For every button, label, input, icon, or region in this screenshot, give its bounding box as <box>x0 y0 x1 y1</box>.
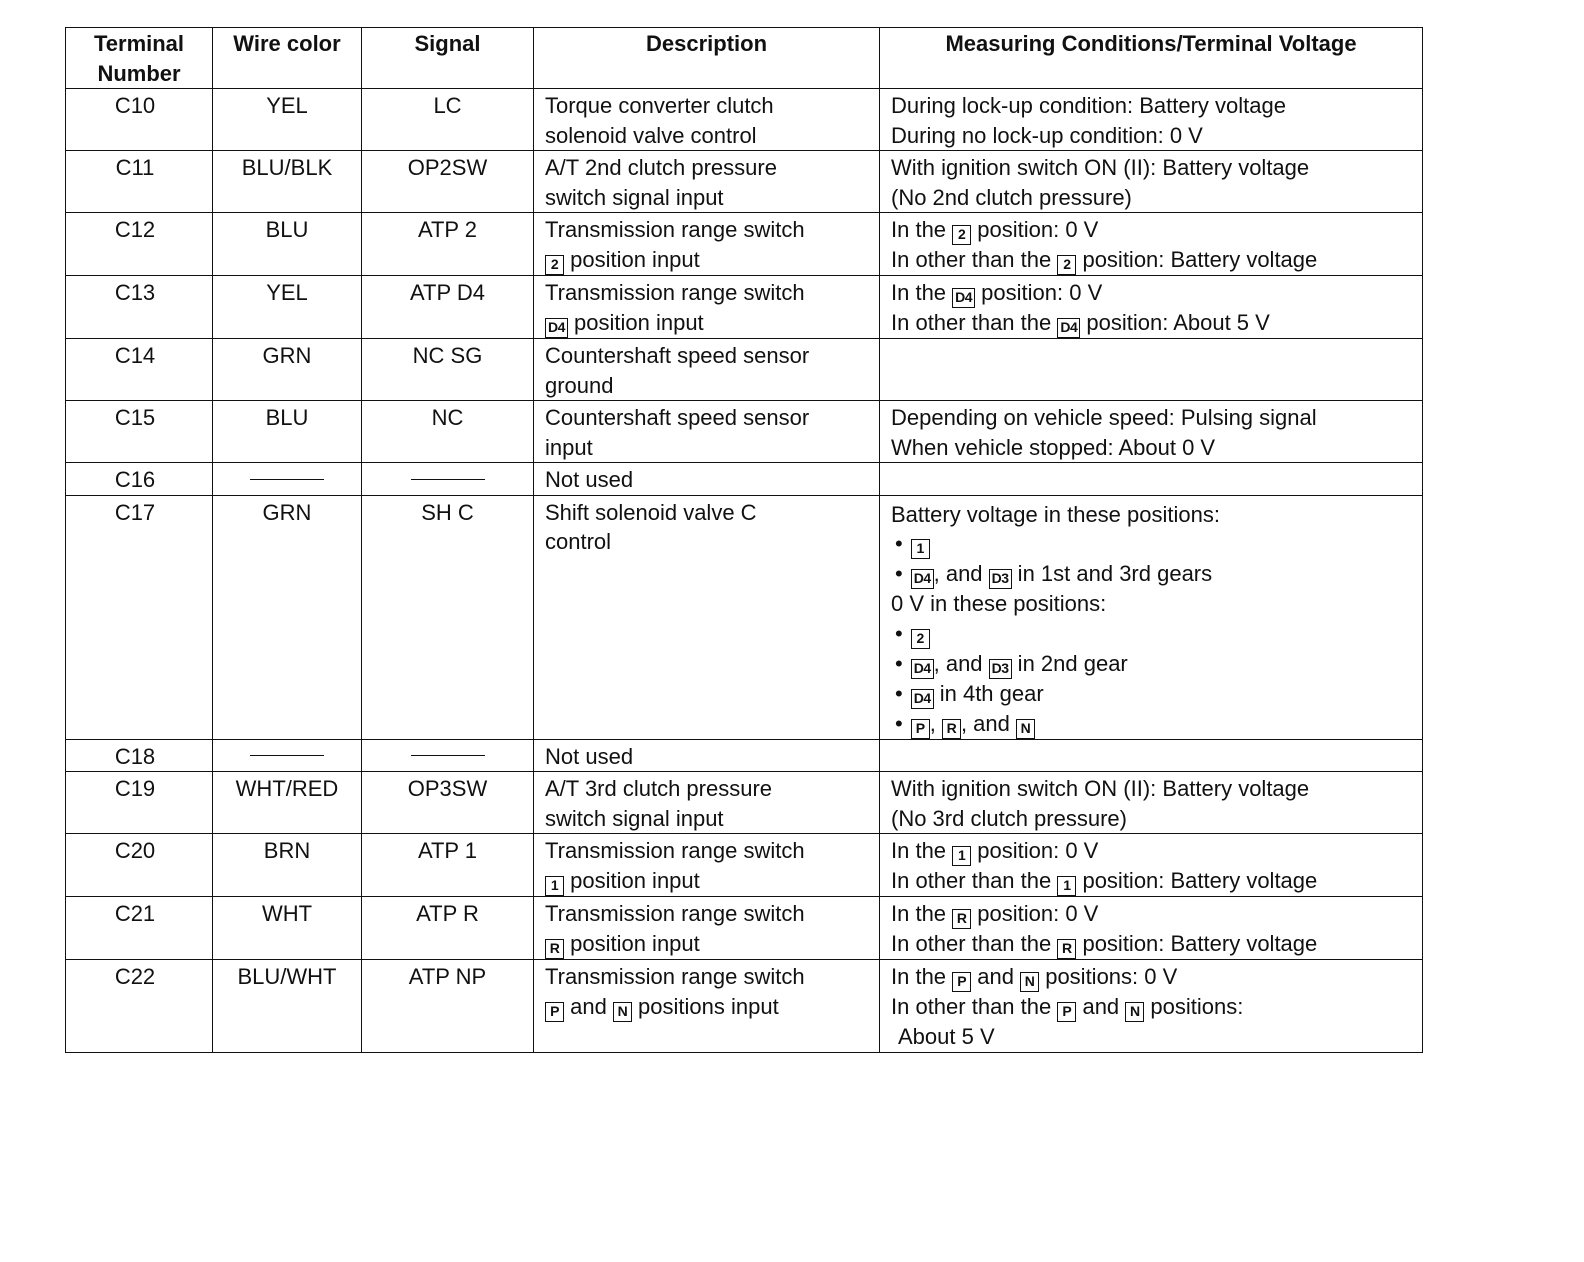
bullet-icon: • <box>895 710 903 736</box>
text-line <box>891 649 1418 679</box>
text-run: Not used <box>545 743 634 769</box>
text-line <box>891 278 1418 308</box>
terminal-number-cell: C12 <box>66 213 213 276</box>
wire-color-cell: GRN <box>213 339 362 401</box>
not-used-dash <box>411 755 485 756</box>
text-run: and <box>564 993 613 1019</box>
wire-color-cell <box>213 463 362 496</box>
text-line <box>891 215 1418 245</box>
signal-cell: ATP 1 <box>362 834 534 897</box>
signal-cell: ATP 2 <box>362 213 534 276</box>
terminal-number-cell: C16 <box>66 463 213 496</box>
text-run: position input <box>564 246 700 272</box>
description-cell <box>534 495 880 739</box>
gear-position-icon: 2 <box>1057 255 1076 275</box>
text-run: Battery voltage in these positions: <box>891 501 1220 527</box>
text-line <box>545 804 875 834</box>
text-line <box>891 433 1418 463</box>
not-used-dash <box>250 479 324 480</box>
text-run: A/T 3rd clutch pressure <box>545 776 773 801</box>
gear-position-icon: N <box>1020 972 1039 992</box>
text-run: position input <box>567 309 704 335</box>
text-run: position: Battery voltage <box>1076 247 1318 272</box>
text-run: positions input <box>631 993 779 1019</box>
text-run: input <box>545 434 593 460</box>
signal-cell: OP2SW <box>362 151 534 213</box>
table-row <box>66 739 1423 772</box>
text-line <box>891 308 1418 338</box>
text-run: Transmission range switch <box>545 280 805 305</box>
text-run: In the <box>891 901 953 926</box>
text-run: With ignition switch ON (II): Battery voltage <box>891 155 1310 180</box>
table-row <box>66 495 1423 739</box>
text-line <box>891 121 1418 151</box>
wire-color-cell: BLU/WHT <box>213 960 362 1053</box>
description-cell <box>534 213 880 276</box>
text-line <box>891 153 1418 183</box>
gear-position-icon: 2 <box>952 225 971 245</box>
text-run: and <box>1076 994 1126 1019</box>
wire-color-cell: GRN <box>213 495 362 739</box>
text-run: position input <box>564 930 700 956</box>
signal-cell <box>362 739 534 772</box>
text-line <box>545 183 875 213</box>
text-run: position: Battery voltage <box>1076 931 1318 956</box>
text-line <box>545 308 875 338</box>
text-line <box>545 866 875 896</box>
text-run: ground <box>545 372 614 398</box>
text-run: position: 0 V <box>971 901 1099 926</box>
bullet-icon: • <box>895 561 903 586</box>
text-run: position: About 5 V <box>1080 310 1270 335</box>
description-cell <box>534 276 880 339</box>
text-run: About 5 V <box>898 1024 995 1049</box>
text-run: Transmission range switch <box>545 964 805 989</box>
text-run: Not used <box>545 467 634 492</box>
not-used-dash <box>411 479 485 480</box>
terminal-number-cell: C19 <box>66 772 213 834</box>
description-cell <box>534 89 880 151</box>
description-cell <box>534 151 880 213</box>
description-cell <box>534 834 880 897</box>
table-row <box>66 151 1423 213</box>
gear-position-icon: 1 <box>952 846 971 866</box>
text-line <box>545 371 875 401</box>
measuring-conditions-cell <box>880 463 1423 496</box>
measuring-conditions-cell <box>880 495 1423 739</box>
gear-position-icon: D4 <box>545 318 568 338</box>
signal-cell: NC <box>362 401 534 463</box>
description-cell <box>534 897 880 960</box>
terminal-number-cell: C11 <box>66 151 213 213</box>
bullet-icon: • <box>895 650 903 676</box>
text-run: In the <box>891 838 953 863</box>
table-row <box>66 960 1423 1053</box>
header-wire-color: Wire color <box>213 28 362 89</box>
text-run: In other than the <box>891 310 1058 335</box>
text-run: During lock-up condition: Battery voltage <box>891 93 1286 118</box>
text-run: Transmission range switch <box>545 901 805 926</box>
signal-cell: LC <box>362 89 534 151</box>
text-line <box>891 836 1418 866</box>
text-run: In the <box>891 217 953 242</box>
text-line <box>891 559 1418 589</box>
measuring-conditions-cell <box>880 401 1423 463</box>
table-row <box>66 89 1423 151</box>
text-line <box>545 774 875 804</box>
gear-position-icon: D3 <box>989 659 1012 679</box>
text-line <box>545 742 875 772</box>
table-row <box>66 401 1423 463</box>
text-line <box>545 278 875 308</box>
gear-position-icon: N <box>1016 719 1035 739</box>
text-run: A/T 2nd clutch pressure <box>545 155 777 180</box>
header-measuring-conditions: Measuring Conditions/Terminal Voltage <box>880 28 1423 89</box>
text-line <box>545 403 875 433</box>
signal-cell: ATP R <box>362 897 534 960</box>
wire-color-cell: BLU/BLK <box>213 151 362 213</box>
wire-color-cell: BLU <box>213 213 362 276</box>
measuring-conditions-cell <box>880 772 1423 834</box>
text-line <box>891 804 1418 834</box>
terminal-number-cell: C18 <box>66 739 213 772</box>
text-run: position: 0 V <box>971 217 1099 242</box>
text-run: in 4th gear <box>933 680 1044 706</box>
gear-position-icon: R <box>1057 939 1076 959</box>
table-row <box>66 276 1423 339</box>
text-line <box>545 121 875 151</box>
table-row <box>66 213 1423 276</box>
description-cell <box>534 739 880 772</box>
text-run: 0 V in these positions: <box>891 591 1107 616</box>
measuring-conditions-cell <box>880 739 1423 772</box>
measuring-conditions-cell <box>880 89 1423 151</box>
gear-position-icon: D4 <box>1057 318 1080 338</box>
measuring-conditions-cell <box>880 834 1423 897</box>
signal-cell: ATP NP <box>362 960 534 1053</box>
gear-position-icon: P <box>1057 1002 1076 1022</box>
gear-position-icon: 1 <box>1057 876 1076 896</box>
gear-position-icon: D4 <box>952 288 975 308</box>
text-run: position input <box>564 867 700 893</box>
text-line <box>545 962 875 992</box>
bullet-icon: • <box>895 531 903 556</box>
text-line <box>545 433 875 463</box>
gear-position-icon: R <box>545 939 564 959</box>
gear-position-icon: R <box>952 909 971 929</box>
measuring-conditions-cell <box>880 960 1423 1053</box>
terminal-number-cell: C10 <box>66 89 213 151</box>
gear-position-icon: P <box>545 1002 564 1022</box>
text-run: switch signal input <box>545 184 724 210</box>
text-line <box>891 992 1418 1022</box>
text-line <box>891 866 1418 896</box>
gear-position-icon: 2 <box>545 255 564 275</box>
gear-position-icon: D4 <box>911 569 934 589</box>
text-run: In other than the <box>891 994 1058 1019</box>
terminal-number-cell: C17 <box>66 495 213 739</box>
text-line <box>891 245 1418 275</box>
text-run: positions: <box>1144 994 1244 1019</box>
gear-position-icon: D3 <box>989 569 1012 589</box>
gear-position-icon: 2 <box>911 629 930 649</box>
table-body <box>66 89 1423 1053</box>
text-run: control <box>545 529 612 554</box>
text-run: in 1st and 3rd gears <box>1011 561 1213 586</box>
text-line <box>545 929 875 959</box>
terminal-number-cell: C13 <box>66 276 213 339</box>
gear-position-icon: D4 <box>911 659 934 679</box>
signal-cell: NC SG <box>362 339 534 401</box>
table-row <box>66 834 1423 897</box>
text-line <box>891 91 1418 121</box>
text-run: positions: 0 V <box>1039 964 1178 989</box>
text-line <box>891 529 1418 559</box>
text-line <box>545 992 875 1022</box>
text-run: position: 0 V <box>971 838 1099 863</box>
text-run: Depending on vehicle speed: Pulsing signal <box>891 405 1317 430</box>
gear-position-icon: D4 <box>911 689 934 709</box>
measuring-conditions-cell <box>880 151 1423 213</box>
signal-cell: OP3SW <box>362 772 534 834</box>
wire-color-cell: WHT <box>213 897 362 960</box>
gear-position-icon: 1 <box>545 876 564 896</box>
text-run: Transmission range switch <box>545 838 805 863</box>
gear-position-icon: P <box>911 719 930 739</box>
text-run: position: Battery voltage <box>1076 868 1318 893</box>
gear-position-icon: N <box>613 1002 632 1022</box>
measuring-conditions-cell <box>880 276 1423 339</box>
text-run: During no lock-up condition: 0 V <box>891 122 1203 148</box>
gear-position-icon: P <box>952 972 971 992</box>
measuring-conditions-cell <box>880 213 1423 276</box>
text-run: (No 2nd clutch pressure) <box>891 184 1132 210</box>
wire-color-cell: BRN <box>213 834 362 897</box>
text-line <box>891 500 1418 530</box>
measuring-conditions-cell <box>880 897 1423 960</box>
description-cell <box>534 401 880 463</box>
text-line <box>891 962 1418 992</box>
text-run: position: 0 V <box>975 280 1103 305</box>
signal-cell: SH C <box>362 495 534 739</box>
text-line <box>545 498 875 528</box>
wire-color-cell <box>213 739 362 772</box>
text-line <box>545 899 875 929</box>
bullet-icon: • <box>895 680 903 706</box>
table-row <box>66 772 1423 834</box>
text-line <box>891 183 1418 213</box>
text-line <box>545 245 875 275</box>
header-signal: Signal <box>362 28 534 89</box>
text-run: in 2nd gear <box>1011 650 1128 676</box>
text-line <box>545 91 875 121</box>
text-line <box>891 899 1418 929</box>
table-row <box>66 463 1423 496</box>
text-line <box>891 709 1418 739</box>
description-cell <box>534 960 880 1053</box>
text-run: In other than the <box>891 247 1058 272</box>
terminal-number-cell: C15 <box>66 401 213 463</box>
gear-position-icon: N <box>1125 1002 1144 1022</box>
text-line <box>545 215 875 245</box>
gear-position-icon: 1 <box>911 539 930 559</box>
text-line <box>891 774 1418 804</box>
text-line <box>891 619 1418 649</box>
text-line <box>891 1022 1418 1052</box>
gear-position-icon: R <box>942 719 961 739</box>
text-run: , and <box>933 561 989 586</box>
text-run: In other than the <box>891 931 1058 956</box>
header-description: Description <box>534 28 880 89</box>
wire-color-cell: YEL <box>213 276 362 339</box>
bullet-icon: • <box>895 620 903 646</box>
terminal-number-cell: C21 <box>66 897 213 960</box>
text-line <box>891 929 1418 959</box>
text-run: In the <box>891 280 953 305</box>
text-run: With ignition switch ON (II): Battery voltage <box>891 776 1310 801</box>
text-run: solenoid valve control <box>545 122 757 148</box>
description-cell <box>534 339 880 401</box>
wire-color-cell: BLU <box>213 401 362 463</box>
header-row <box>66 28 1423 89</box>
text-line <box>891 403 1418 433</box>
description-cell <box>534 463 880 496</box>
text-run: Torque converter clutch <box>545 93 774 118</box>
description-cell <box>534 772 880 834</box>
terminal-number-cell: C22 <box>66 960 213 1053</box>
text-run: In the <box>891 964 953 989</box>
wire-color-cell: WHT/RED <box>213 772 362 834</box>
terminal-number-cell: C20 <box>66 834 213 897</box>
text-line <box>545 465 875 495</box>
text-line <box>545 527 875 557</box>
signal-cell <box>362 463 534 496</box>
table-row <box>66 339 1423 401</box>
text-line <box>891 589 1418 619</box>
text-run: When vehicle stopped: About 0 V <box>891 434 1216 460</box>
text-run: Shift solenoid valve C <box>545 499 757 525</box>
text-run: , <box>929 710 942 736</box>
not-used-dash <box>250 755 324 756</box>
text-run: Countershaft speed sensor <box>545 405 810 430</box>
text-run: (No 3rd clutch pressure) <box>891 805 1127 831</box>
text-run: Transmission range switch <box>545 217 805 242</box>
terminal-number-cell: C14 <box>66 339 213 401</box>
terminal-table <box>65 27 1423 1053</box>
wire-color-cell: YEL <box>213 89 362 151</box>
measuring-conditions-cell <box>880 339 1423 401</box>
header-terminal-number: Terminal Number <box>66 28 213 89</box>
text-line <box>545 341 875 371</box>
text-run: , and <box>960 710 1016 736</box>
text-line <box>545 153 875 183</box>
text-run: In other than the <box>891 868 1058 893</box>
table-row <box>66 897 1423 960</box>
text-line <box>545 836 875 866</box>
text-run: , and <box>933 650 989 676</box>
text-run: switch signal input <box>545 805 724 831</box>
text-line <box>891 679 1418 709</box>
text-run: and <box>971 964 1021 989</box>
text-run: Countershaft speed sensor <box>545 343 810 368</box>
signal-cell: ATP D4 <box>362 276 534 339</box>
